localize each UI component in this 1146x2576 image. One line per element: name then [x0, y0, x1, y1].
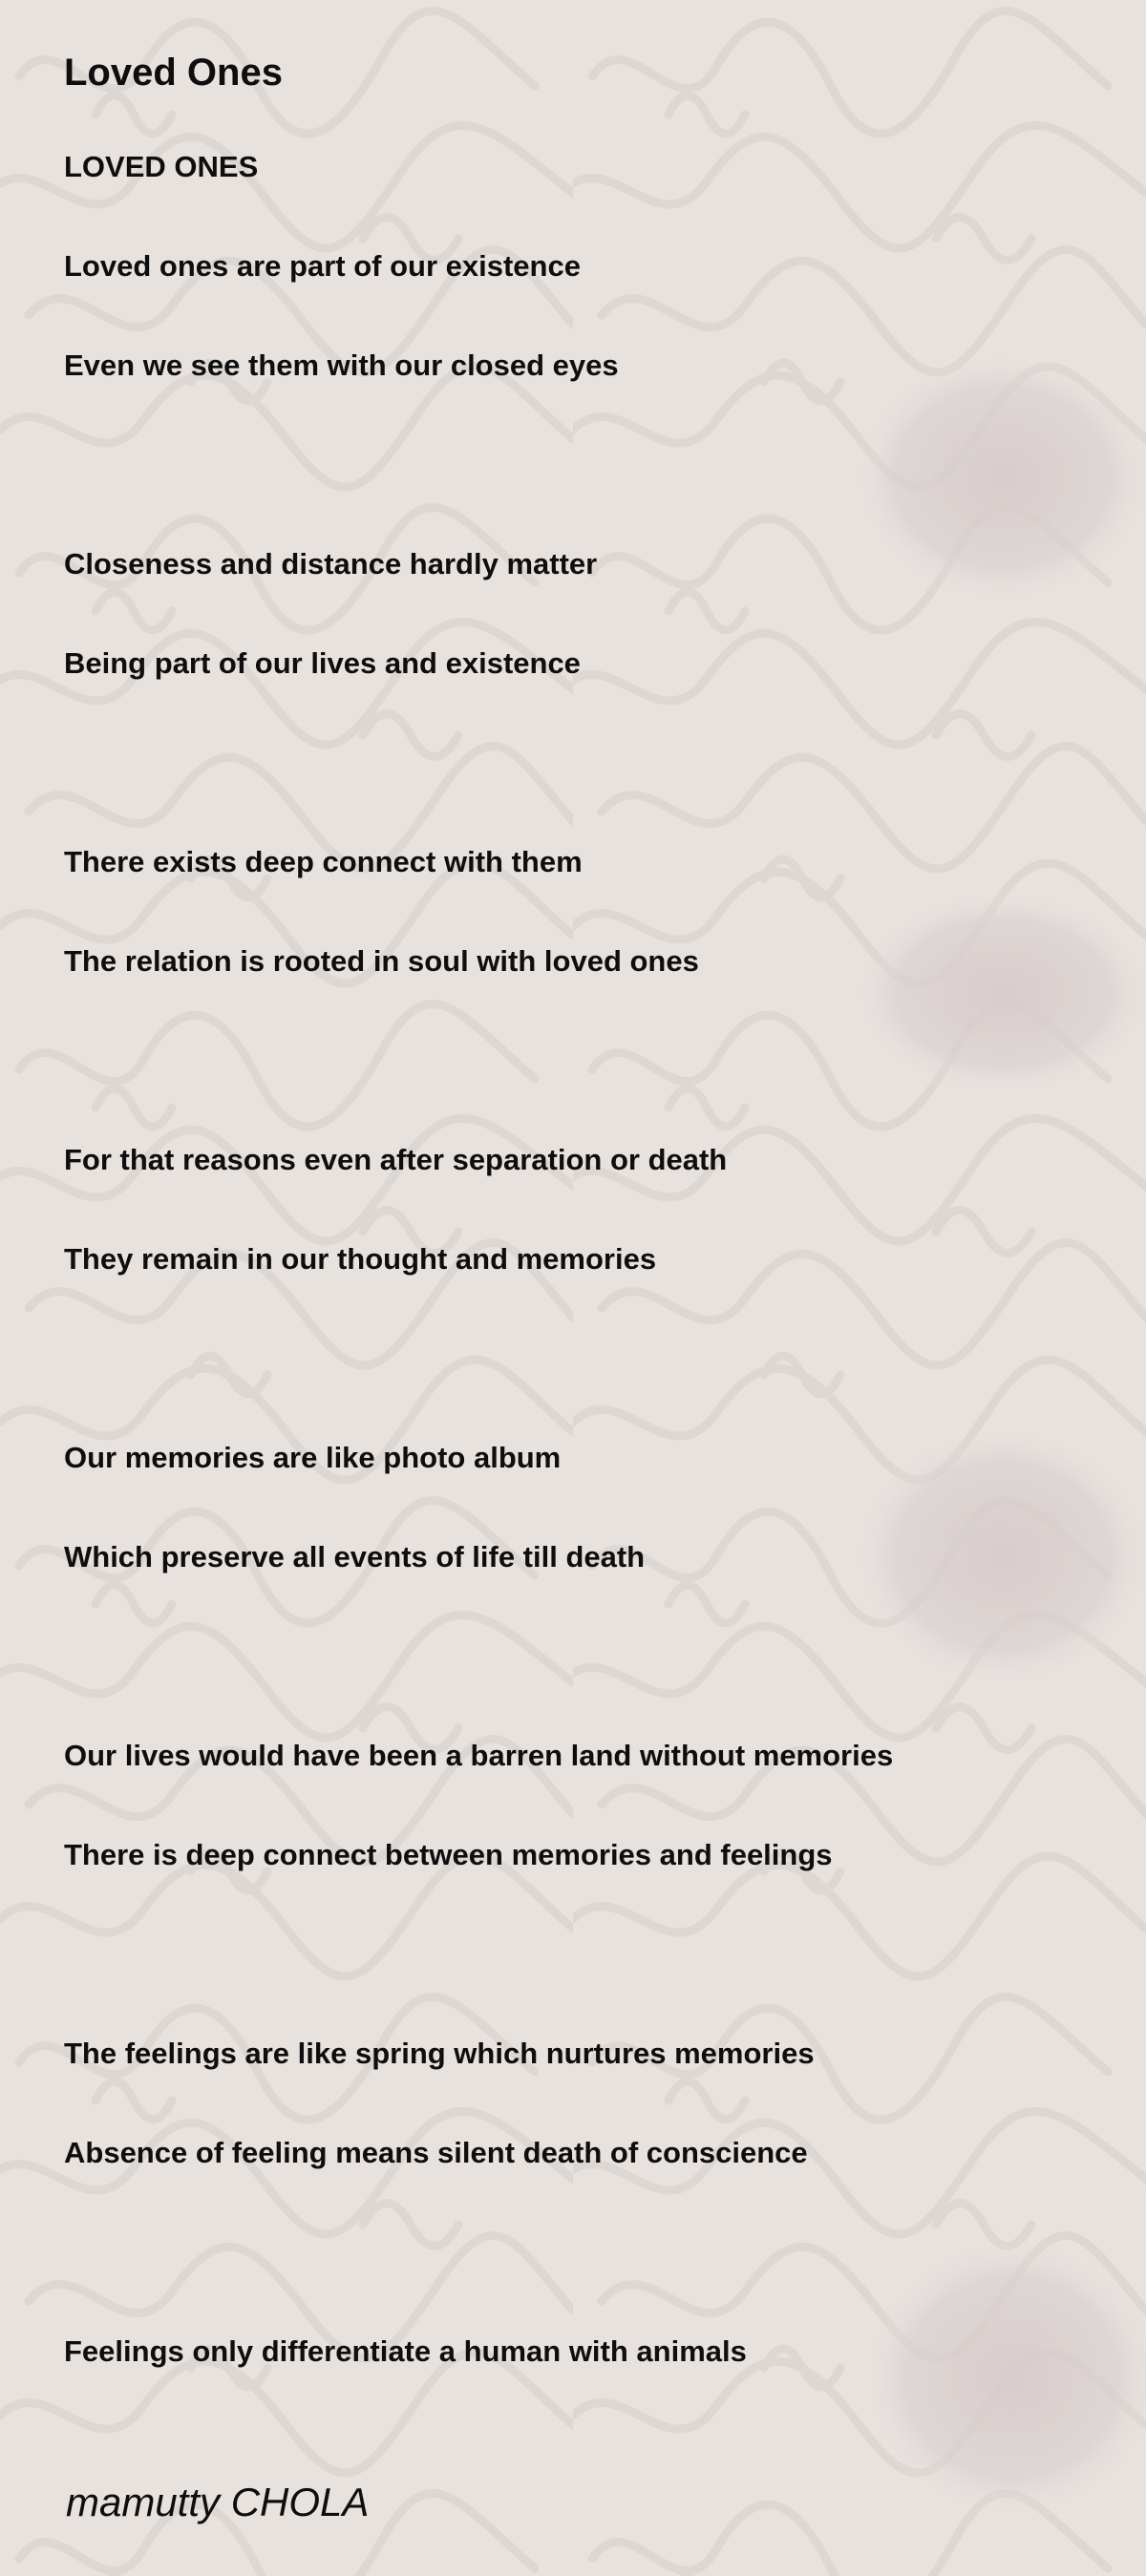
poem-line: Absence of feeling means silent death of conscience: [64, 2136, 808, 2169]
poem-line: Our memories are like photo album: [64, 1441, 562, 1474]
poem-line: Which preserve all events of life till death: [64, 1540, 646, 1573]
poem-line: There is deep connect between memories and feelings: [64, 1838, 833, 1871]
poem-line: Closeness and distance hardly matter: [64, 547, 598, 581]
poem-line: Feelings only differentiate a human with animals: [64, 2334, 747, 2368]
poem-line: The feelings are like spring which nurtures memories: [64, 2037, 815, 2070]
poem-line: The relation is rooted in soul with loved ones: [64, 944, 699, 978]
poem-line: Our lives would have been a barren land without memories: [64, 1739, 894, 1772]
poem-line: Being part of our lives and existence: [64, 646, 581, 680]
poem-author: mamutty CHOLA: [66, 2480, 370, 2524]
poem-title: Loved Ones: [64, 52, 283, 94]
poem-line: LOVED ONES: [64, 150, 259, 183]
poem-line: There exists deep connect with them: [64, 845, 583, 878]
poem-line: Even we see them with our closed eyes: [64, 348, 619, 382]
poem-line: They remain in our thought and memories: [64, 1242, 657, 1276]
poem-line: Loved ones are part of our existence: [64, 249, 581, 283]
poem-line: For that reasons even after separation or death: [64, 1143, 728, 1176]
